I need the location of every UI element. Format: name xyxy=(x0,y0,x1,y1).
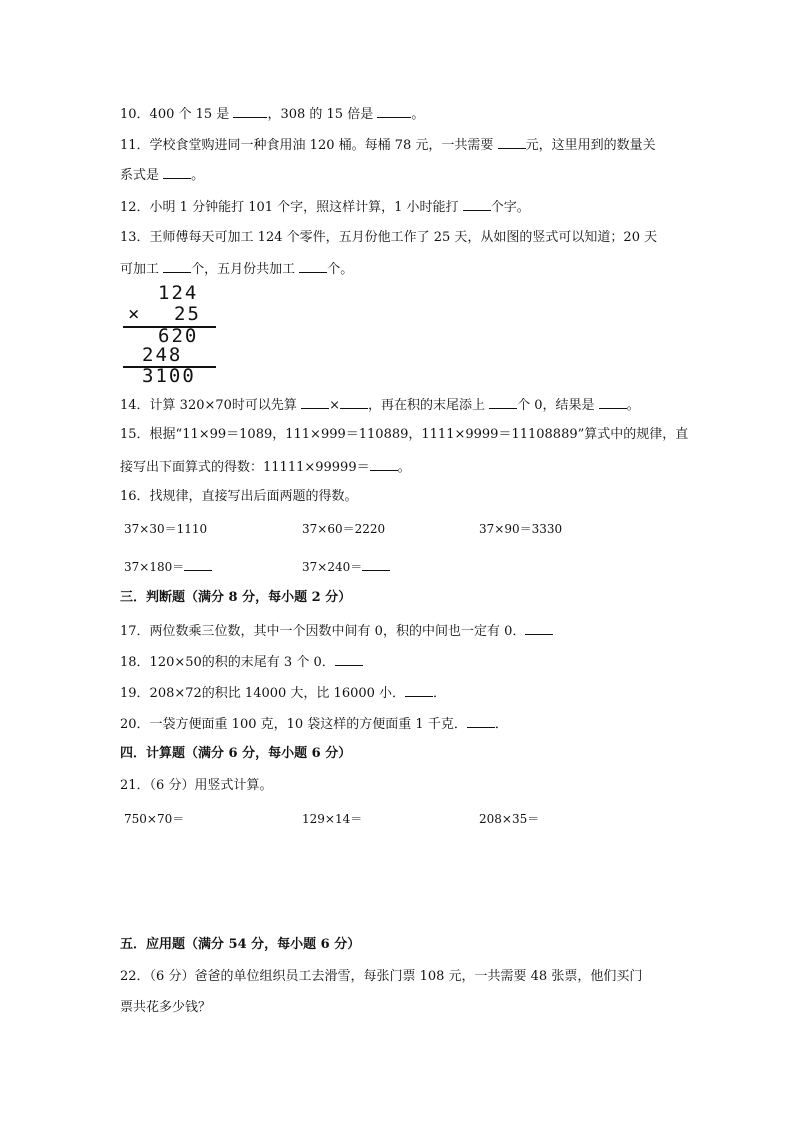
question-16: 16．找规律，直接写出后面两题的得数。 xyxy=(120,489,358,504)
q19-blank[interactable] xyxy=(405,682,433,697)
section-3-heading: 三．判断题（满分 8 分，每小题 2 分） xyxy=(120,590,352,605)
q10-blank-1[interactable] xyxy=(233,103,267,118)
calc-item-1: 750×70＝ xyxy=(124,812,185,826)
q14-blank-2[interactable] xyxy=(340,394,368,409)
pattern-1: 37×30＝1110 xyxy=(124,522,208,536)
question-11-cont: 系式是 。 xyxy=(120,164,204,186)
q11-blank-2[interactable] xyxy=(163,164,191,179)
q10-text-2: ，308 的 15 倍是 xyxy=(267,107,378,122)
question-22: 22．（6 分）爸爸的单位组织员工去滑雪，每张门票 108 元，一共需要 48 张票，他们买门 xyxy=(120,969,643,984)
question-12: 12．小明 1 分钟能打 101 个字，照这样计算，1 小时能打 个字。 xyxy=(120,196,530,218)
q17-blank[interactable] xyxy=(525,620,553,635)
q20-blank[interactable] xyxy=(467,713,495,728)
q14-blank-3[interactable] xyxy=(489,394,517,409)
section-5-heading: 五．应用题（满分 54 分，每小题 6 分） xyxy=(120,937,361,952)
section-4-heading: 四．计算题（满分 6 分，每小题 6 分） xyxy=(120,746,352,761)
pattern-3: 37×90＝3330 xyxy=(479,522,563,536)
question-18: 18．120×50的积的末尾有 3 个 0． xyxy=(120,651,363,673)
question-13-cont: 可加工 个，五月份共加工 个。 xyxy=(120,258,353,280)
q15-blank[interactable] xyxy=(370,456,398,471)
partial-product-1: 620 xyxy=(158,325,199,347)
q16-blank-1[interactable] xyxy=(184,556,212,571)
q10-text: 10．400 个 15 是 xyxy=(120,107,234,122)
q11-text: 11．学校食堂购进同一种食用油 120 桶。每桶 78 元，一共需要 xyxy=(120,138,498,153)
multiplier: 25 xyxy=(174,303,201,325)
question-17: 17．两位数乘三位数，其中一个因数中间有 0，积的中间也一定有 0． xyxy=(120,620,553,642)
pattern-2: 37×60＝2220 xyxy=(302,522,386,536)
question-11: 11．学校食堂购进同一种食用油 120 桶。每桶 78 元，一共需要 元，这里用到的数量关 xyxy=(120,134,656,156)
calc-item-2: 129×14＝ xyxy=(302,812,363,826)
q13-blank-2[interactable] xyxy=(299,258,327,273)
q12-blank[interactable] xyxy=(463,196,491,211)
question-13: 13．王师傅每天可加工 124 个零件，五月份他工作了 25 天，从如图的竖式可以知道；20 天 xyxy=(120,230,658,245)
question-15-cont: 接写出下面算式的得数：11111×99999＝ 。 xyxy=(120,456,411,478)
q16-blank-2[interactable] xyxy=(362,556,390,571)
q13-blank-1[interactable] xyxy=(163,258,191,273)
q10-blank-2[interactable] xyxy=(377,103,411,118)
question-14: 14．计算 320×70时可以先算 × ，再在积的末尾添上 个 0，结果是 。 xyxy=(120,394,640,416)
q14-blank-4[interactable] xyxy=(599,394,627,409)
question-20: 20．一袋方便面重 100 克，10 袋这样的方便面重 1 千克． ． xyxy=(120,713,508,735)
pattern-5: 37×240＝ xyxy=(302,556,390,577)
question-15: 15．根据“11×99＝1089，111×999＝110889，1111×9999＝11108889”算式中的规律，直 xyxy=(120,427,689,442)
q18-blank[interactable] xyxy=(335,651,363,666)
final-product: 3100 xyxy=(142,365,196,387)
question-10: 10．400 个 15 是 ，308 的 15 倍是 。 xyxy=(120,103,424,125)
multiplicand: 124 xyxy=(158,282,199,304)
q14-blank-1[interactable] xyxy=(301,394,329,409)
times-sign: × xyxy=(128,303,142,325)
q11-blank-1[interactable] xyxy=(498,134,526,149)
calc-item-3: 208×35＝ xyxy=(479,812,540,826)
question-21: 21．（6 分）用竖式计算。 xyxy=(120,778,273,793)
question-22-cont: 票共花多少钱？ xyxy=(120,1000,212,1015)
vertical-multiplication xyxy=(120,283,220,387)
pattern-4: 37×180＝ xyxy=(124,556,212,577)
question-19: 19．208×72的积比 14000 大，比 16000 小． ． xyxy=(120,682,446,704)
partial-product-2: 248 xyxy=(142,344,183,366)
